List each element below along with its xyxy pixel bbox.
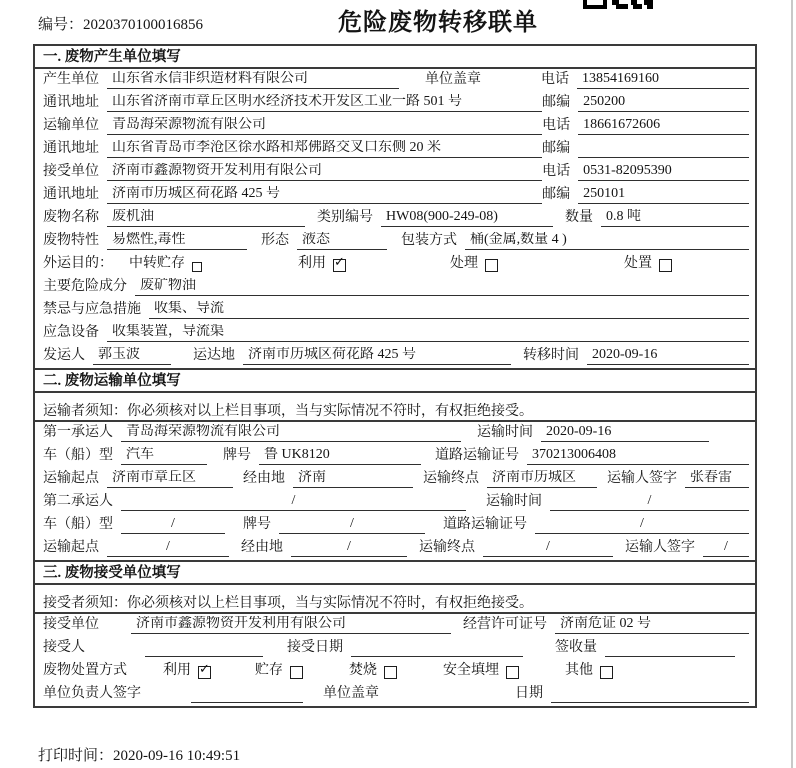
acceptor-label: 接受人 xyxy=(43,639,85,655)
section-receiver xyxy=(35,560,755,706)
second-road-license-label: 道路运输证号 xyxy=(443,516,527,532)
transport-unit-label: 运输单位 xyxy=(43,117,99,133)
qr-code-fragment-icon xyxy=(583,0,653,9)
purpose-utilize-label: 利用 xyxy=(298,255,326,271)
receiver-phone-label: 电话 xyxy=(542,163,571,179)
packing-method-value: 桶(金属,数量 4 ) xyxy=(465,232,749,250)
purpose-utilize-checkbox xyxy=(333,259,346,272)
row-first-route xyxy=(35,468,755,491)
received-qty-label: 签收量 xyxy=(555,639,597,655)
row-second-route xyxy=(35,537,755,560)
waste-code-value: HW08(900-249-08) xyxy=(381,209,553,227)
producer-unit-label: 产生单位 xyxy=(43,71,99,87)
print-time-label: 打印时间： xyxy=(38,748,114,764)
consignor-label: 发运人 xyxy=(43,347,85,363)
transport-unit-value: 青岛海荣源物流有限公司 xyxy=(107,117,542,135)
disposal-landfill-label: 安全填埋 xyxy=(443,662,499,678)
first-road-license-value: 370213006408 xyxy=(527,447,749,465)
first-plate-label: 牌号 xyxy=(223,447,251,463)
disposal-option-utilize xyxy=(163,663,211,680)
page-title: 危险废物转移联单 xyxy=(338,10,538,36)
document-header xyxy=(0,0,796,40)
section-receiver-heading: 三. 废物接受单位填写 xyxy=(35,562,755,585)
purpose-option-transfer-storage xyxy=(129,256,202,273)
row-transport-unit xyxy=(35,115,755,138)
waste-name-value: 废机油 xyxy=(107,209,305,227)
row-emergency-measures xyxy=(35,299,755,322)
permit-number-value: 济南危证 02 号 xyxy=(555,616,749,634)
purpose-treat-checkbox xyxy=(485,259,498,272)
second-carrier-sign-label: 运输人签字 xyxy=(625,539,695,555)
producer-unit-value: 山东省永信非织造材料有限公司 xyxy=(107,71,399,89)
receiver-zip-value: 250101 xyxy=(578,186,749,204)
packing-method-label: 包装方式 xyxy=(401,232,457,248)
disposal-other-checkbox xyxy=(600,666,613,679)
disposal-other-label: 其他 xyxy=(565,662,593,678)
receiver-unit-value: 济南市鑫源物资开发利用有限公司 xyxy=(107,163,542,181)
print-time-value: 2020-09-16 10:49:51 xyxy=(113,748,241,764)
accepting-unit-value: 济南市鑫源物资开发利用有限公司 xyxy=(131,616,451,634)
page-edge-divider xyxy=(791,0,793,768)
second-route-via-label: 经由地 xyxy=(241,539,283,555)
first-carrier-label: 第一承运人 xyxy=(43,424,113,440)
first-route-start-value: 济南市章丘区 xyxy=(107,470,233,488)
second-route-via-value: / xyxy=(291,539,407,557)
second-road-license-value: / xyxy=(535,516,749,534)
disposal-option-other xyxy=(565,663,613,680)
waste-form-label: 形态 xyxy=(261,232,289,248)
section-transporter-heading: 二. 废物运输单位填写 xyxy=(35,370,755,393)
row-dispatch xyxy=(35,345,755,368)
transporter-notice: 运输者须知：你必须核对以上栏目事项，当与实际情况不符时，有权拒绝接受。 xyxy=(35,393,755,422)
transfer-time-value: 2020-09-16 xyxy=(587,347,749,365)
receiver-unit-label: 接受单位 xyxy=(43,163,99,179)
consignor-value: 郭玉波 xyxy=(93,347,171,365)
row-producer-address xyxy=(35,92,755,115)
second-route-start-value: / xyxy=(107,539,229,557)
emergency-equipment-value: 收集装置，导流渠 xyxy=(107,324,749,342)
first-route-start-label: 运输起点 xyxy=(43,470,99,486)
received-qty-value xyxy=(605,655,735,657)
document-number-label: 编号： xyxy=(38,17,84,33)
waste-code-label: 类别编号 xyxy=(317,209,373,225)
producer-address-label: 通讯地址 xyxy=(43,94,99,110)
disposal-option-landfill xyxy=(443,663,519,680)
row-first-vehicle xyxy=(35,445,755,468)
row-hazard-component xyxy=(35,276,755,299)
second-transport-time-label: 运输时间 xyxy=(486,493,542,509)
first-route-end-label: 运输终点 xyxy=(423,470,479,486)
purpose-dispose-label: 处置 xyxy=(624,255,652,271)
purpose-dispose-checkbox xyxy=(659,259,672,272)
first-transport-time-label: 运输时间 xyxy=(477,424,533,440)
row-acceptance xyxy=(35,637,755,660)
second-carrier-sign-value: / xyxy=(703,539,749,557)
row-second-carrier xyxy=(35,491,755,514)
second-route-end-value: / xyxy=(483,539,613,557)
disposal-landfill-checkbox xyxy=(506,666,519,679)
accept-date-label: 接受日期 xyxy=(287,639,343,655)
row-disposal-method xyxy=(35,660,755,683)
waste-name-label: 废物名称 xyxy=(43,209,99,225)
waste-qty-value: 0.8 吨 xyxy=(601,209,749,227)
emergency-measures-label: 禁忌与应急措施 xyxy=(43,301,141,317)
document-number xyxy=(38,13,203,34)
row-transfer-purpose xyxy=(35,253,755,276)
receiver-address-label: 通讯地址 xyxy=(43,186,99,202)
purpose-transfer-storage-checkbox xyxy=(192,262,202,272)
purpose-option-utilize xyxy=(298,256,346,273)
section-transporter xyxy=(35,368,755,560)
transport-phone-label: 电话 xyxy=(542,117,571,133)
accept-date-value xyxy=(351,655,523,657)
waste-qty-label: 数量 xyxy=(565,209,593,225)
transport-phone-value: 18661672606 xyxy=(578,117,749,135)
disposal-utilize-label: 利用 xyxy=(163,662,191,678)
first-plate-value: 鲁 UK8120 xyxy=(259,447,421,465)
row-receiver-unit xyxy=(35,161,755,184)
first-carrier-value: 青岛海荣源物流有限公司 xyxy=(121,424,461,442)
document-number-value: 2020370100016856 xyxy=(83,17,204,33)
destination-value: 济南市历城区荷花路 425 号 xyxy=(243,347,511,365)
disposal-option-storage xyxy=(255,663,303,680)
first-route-end-value: 济南市历城区 xyxy=(487,470,597,488)
hazard-component-value: 废矿物油 xyxy=(135,278,749,296)
second-transport-time-value: / xyxy=(550,493,749,511)
producer-phone-value: 13854169160 xyxy=(577,71,749,89)
producer-zip-label: 邮编 xyxy=(542,94,571,110)
permit-number-label: 经营许可证号 xyxy=(463,616,547,632)
waste-form-value: 液态 xyxy=(297,232,387,250)
second-carrier-label: 第二承运人 xyxy=(43,493,113,509)
receiver-notice: 接受者须知：你必须核对以上栏目事项，当与实际情况不符时，有权拒绝接受。 xyxy=(35,585,755,614)
producer-zip-value: 250200 xyxy=(578,94,749,112)
chief-sign-label: 单位负责人签字 xyxy=(43,685,141,701)
purpose-option-treat xyxy=(450,256,498,273)
row-waste-name xyxy=(35,207,755,230)
row-accepting-unit xyxy=(35,614,755,637)
second-vehicle-type-value: / xyxy=(121,516,225,534)
second-route-start-label: 运输起点 xyxy=(43,539,99,555)
receiver-phone-value: 0531-82095390 xyxy=(578,163,749,181)
destination-label: 运达地 xyxy=(193,347,235,363)
waste-character-value: 易燃性,毒性 xyxy=(107,232,247,250)
transfer-form-table xyxy=(33,44,757,708)
producer-phone-label: 电话 xyxy=(541,71,569,87)
transport-zip-label: 邮编 xyxy=(542,140,571,156)
first-vehicle-type-value: 汽车 xyxy=(121,447,207,465)
signoff-date-value xyxy=(551,701,749,703)
section-producer xyxy=(35,46,755,368)
disposal-incinerate-checkbox xyxy=(384,666,397,679)
first-carrier-sign-label: 运输人签字 xyxy=(607,470,677,486)
row-producer-unit xyxy=(35,69,755,92)
section-producer-heading: 一. 废物产生单位填写 xyxy=(35,46,755,69)
second-vehicle-type-label: 车（船）型 xyxy=(43,516,113,532)
disposal-incinerate-label: 焚烧 xyxy=(349,662,377,678)
emergency-equipment-label: 应急设备 xyxy=(43,324,99,340)
first-route-via-label: 经由地 xyxy=(243,470,285,486)
producer-address-value: 山东省济南市章丘区明水经济技术开发区工业一路 501 号 xyxy=(107,94,542,112)
disposal-storage-checkbox xyxy=(290,666,303,679)
second-plate-value: / xyxy=(279,516,425,534)
disposal-utilize-checkbox xyxy=(198,666,211,679)
transfer-time-label: 转移时间 xyxy=(523,347,579,363)
chief-sign-value xyxy=(191,701,303,703)
row-second-vehicle xyxy=(35,514,755,537)
receiver-zip-label: 邮编 xyxy=(542,186,571,202)
first-vehicle-type-label: 车（船）型 xyxy=(43,447,113,463)
first-transport-time-value: 2020-09-16 xyxy=(541,424,709,442)
transport-address-value: 山东省青岛市李沧区徐水路和郑佛路交叉口东侧 20 米 xyxy=(107,140,542,158)
row-emergency-equipment xyxy=(35,322,755,345)
receiver-address-value: 济南市历城区荷花路 425 号 xyxy=(107,186,542,204)
first-route-via-value: 济南 xyxy=(293,470,413,488)
second-carrier-value: / xyxy=(121,493,466,511)
purpose-option-dispose xyxy=(624,256,672,273)
second-route-end-label: 运输终点 xyxy=(419,539,475,555)
row-receiver-address xyxy=(35,184,755,207)
signoff-date-label: 日期 xyxy=(515,685,543,701)
transport-address-label: 通讯地址 xyxy=(43,140,99,156)
disposal-option-incinerate xyxy=(349,663,397,680)
transfer-purpose-label: 外运目的： xyxy=(43,255,113,271)
waste-character-label: 废物特性 xyxy=(43,232,99,248)
accepting-unit-label: 接受单位 xyxy=(43,616,99,632)
row-transport-address xyxy=(35,138,755,161)
row-waste-character xyxy=(35,230,755,253)
transport-zip-value xyxy=(578,156,749,158)
disposal-method-label: 废物处置方式 xyxy=(43,662,127,678)
row-signoff xyxy=(35,683,755,706)
purpose-transfer-storage-label: 中转贮存 xyxy=(129,255,185,271)
second-plate-label: 牌号 xyxy=(243,516,271,532)
unit-seal-label-2: 单位盖章 xyxy=(323,685,379,701)
disposal-storage-label: 贮存 xyxy=(255,662,283,678)
hazard-component-label: 主要危险成分 xyxy=(43,278,127,294)
row-first-carrier xyxy=(35,422,755,445)
print-time xyxy=(38,744,240,765)
first-carrier-sign-value: 张春雷 xyxy=(685,470,749,488)
purpose-treat-label: 处理 xyxy=(450,255,478,271)
first-road-license-label: 道路运输证号 xyxy=(435,447,519,463)
acceptor-value xyxy=(145,655,263,657)
unit-seal-label: 单位盖章 xyxy=(425,71,481,87)
emergency-measures-value: 收集、导流 xyxy=(149,301,749,319)
